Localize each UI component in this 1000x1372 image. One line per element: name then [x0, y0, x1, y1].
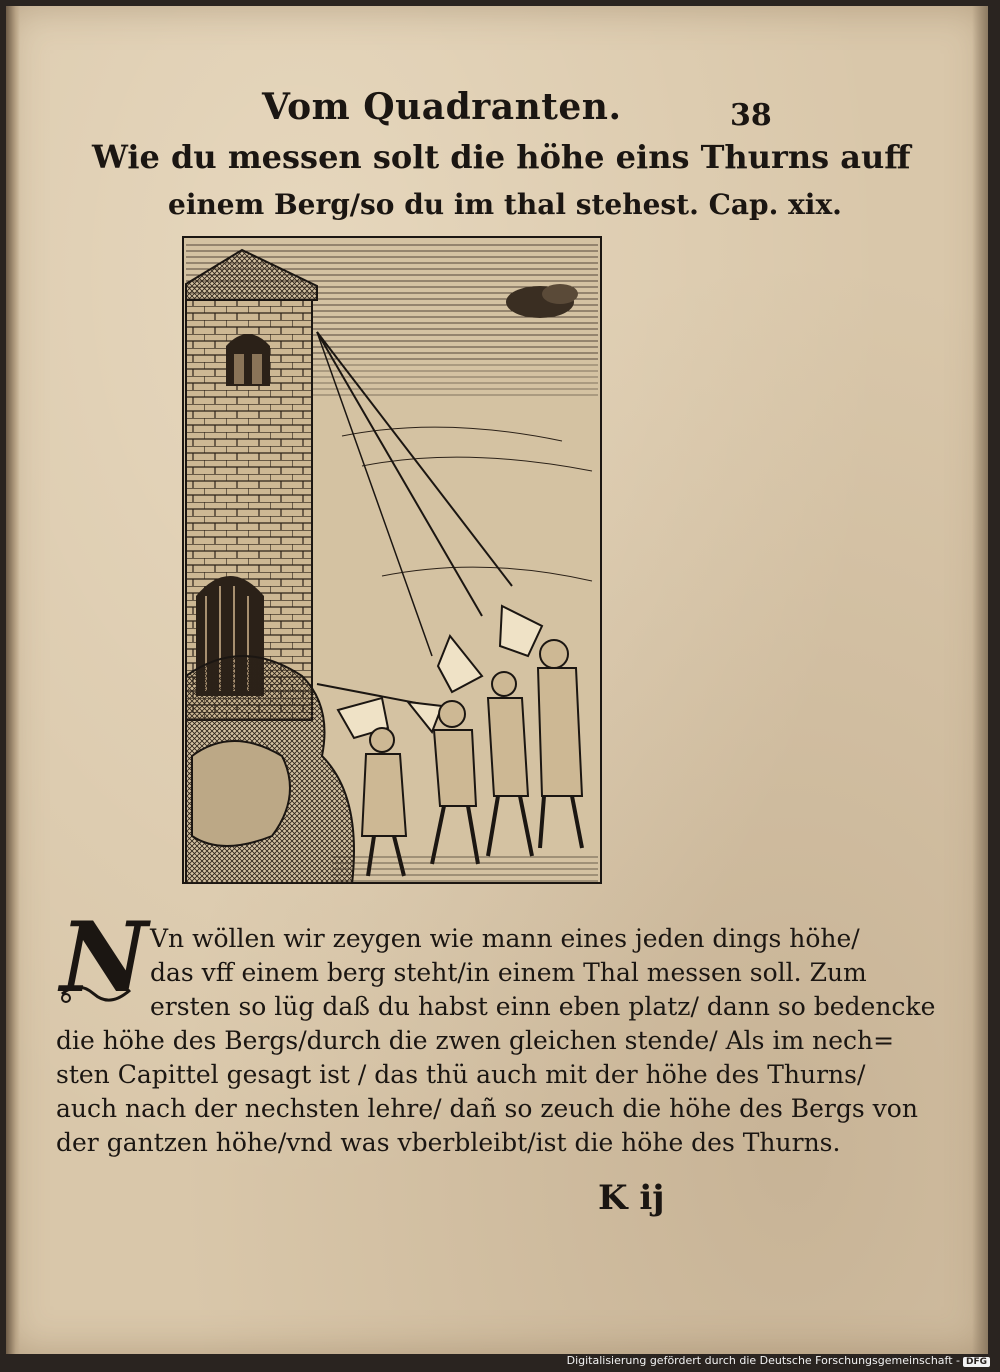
chapter-title-line-2: einem Berg/so du im thal stehest. Cap. xix.	[168, 188, 842, 221]
chapter-title-line-1: Wie du messen solt die höhe eins Thurns auff	[92, 138, 911, 176]
body-text-line: die höhe des Bergs/durch die zwen gleichen stende/ Als im nech=	[56, 1026, 895, 1055]
woodcut-illustration	[182, 236, 602, 884]
page-gutter	[6, 6, 20, 1354]
body-text-line: Vn wöllen wir zeygen wie mann eines jeden dings höhe/	[150, 924, 860, 953]
digitization-credit	[561, 1354, 990, 1368]
running-head: Vom Quadranten.	[262, 86, 622, 128]
body-text-line: ersten so lüg daß du habst einn eben platz/ dann so bedencke	[150, 992, 936, 1021]
body-text-line: der gantzen höhe/vnd was vberbleibt/ist die höhe des Thurns.	[56, 1128, 841, 1157]
body-text-line: das vff einem berg steht/in einem Thal messen soll. Zum	[150, 958, 867, 987]
footer-text: Digitalisierung gefördert durch die Deutsche Forschungsgemeinschaft -	[566, 1354, 960, 1367]
page-number: 38	[730, 98, 772, 133]
page-edge	[972, 6, 988, 1354]
body-text-line: auch nach der nechsten lehre/ dañ so zeuch die höhe des Bergs von	[56, 1094, 918, 1123]
decorated-initial: N	[60, 901, 148, 1014]
signature-mark: K ij	[598, 1178, 665, 1218]
body-text-line: sten Capittel gesagt ist / das thü auch mit der höhe des Thurns/	[56, 1060, 866, 1089]
initial-flourish	[58, 980, 138, 1008]
dfg-logo: DFG	[963, 1357, 990, 1367]
